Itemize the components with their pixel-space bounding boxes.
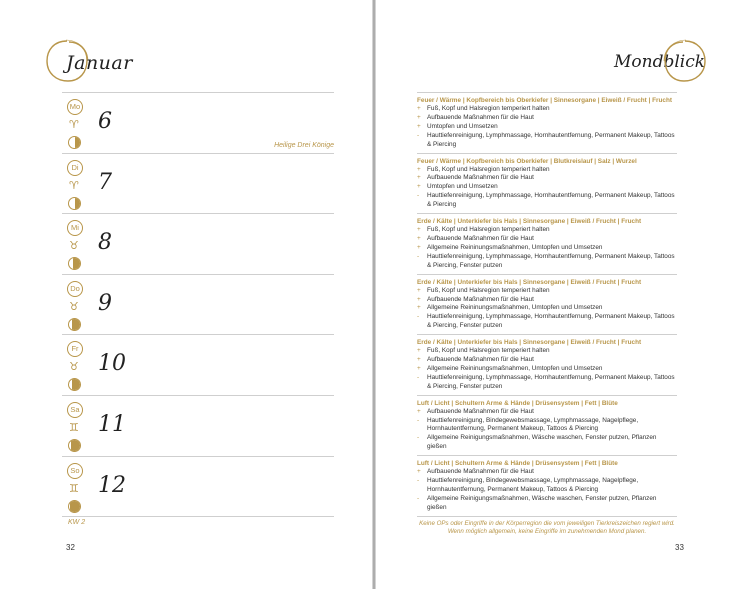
gemini-icon: ♊	[69, 420, 79, 434]
list-item	[417, 183, 677, 192]
list-item	[417, 287, 677, 296]
day-list	[62, 92, 334, 517]
item-text: Hauttiefenreinigung, Lymphmassage, Hornhautentfernung, Permanent Makeup, Tattoos & Piercing, Fenster putzen	[427, 373, 675, 390]
circle-ornament-icon	[662, 38, 708, 84]
plus-icon: +	[417, 356, 421, 364]
block-heading: Erde / Kälte | Unterkiefer bis Hals | Sinnesorgane | Eiweiß / Frucht | Frucht	[417, 278, 642, 286]
taurus-icon: ♉	[69, 299, 79, 313]
item-text: Fuß, Kopf und Halsregion temperiert halten	[427, 286, 550, 294]
moon-phase-icon	[68, 439, 81, 452]
moon-day-block	[417, 455, 677, 516]
list-item	[417, 434, 677, 452]
plus-icon: +	[417, 286, 421, 294]
page-number-right: 33	[675, 543, 684, 552]
list-item	[417, 304, 677, 313]
minus-icon: -	[417, 477, 420, 485]
taurus-icon: ♉	[69, 239, 79, 253]
moon-day-block	[417, 92, 677, 153]
minus-icon: -	[417, 434, 420, 442]
item-text: Hauttiefenreinigung, Lymphmassage, Hornhautentfernung, Permanent Makeup, Tattoos & Piercing	[427, 192, 675, 209]
aries-icon: ♈	[69, 178, 79, 192]
list-item	[417, 166, 677, 175]
moon-day-block	[417, 274, 677, 335]
item-text: Hauttiefenreinigung, Lymphmassage, Hornhautentfernung, Permanent Makeup, Tattoos & Piercing	[427, 131, 675, 148]
page-title: Mondblick	[614, 52, 706, 72]
plus-icon: +	[417, 407, 421, 415]
day-number: 10	[98, 351, 126, 377]
minus-icon: -	[417, 494, 420, 502]
plus-icon: +	[417, 364, 421, 372]
day-row	[62, 92, 334, 153]
item-text: Allgemeine Reininungsmaßnahmen, Umtopfen und Umsetzen	[427, 364, 603, 372]
left-page	[0, 0, 372, 589]
list-item	[417, 174, 677, 183]
list-item	[417, 495, 677, 513]
day-row	[62, 274, 334, 335]
list-item	[417, 477, 677, 495]
item-text: Fuß, Kopf und Halsregion temperiert halten	[427, 347, 550, 355]
item-text: Aufbauende Maßnahmen für die Haut	[427, 295, 534, 303]
month-title: Januar	[66, 52, 133, 74]
plus-icon: +	[417, 105, 421, 112]
moon-day-block	[417, 334, 677, 395]
holiday-label: Heilige Drei Könige	[274, 142, 334, 149]
list-item	[417, 365, 677, 374]
weekday-badge: So	[67, 463, 83, 479]
minus-icon: -	[417, 131, 420, 139]
list-item	[417, 226, 677, 235]
footnote: Keine OPs oder Eingriffe in der Körperregion die vom jeweiligen Tierkreiszeichen regiert wird. Wenn möglich allgemein, keine Eingriffe im zunehmenden Mond planen.	[417, 516, 677, 537]
list-item	[417, 132, 677, 150]
list-item	[417, 192, 677, 210]
plus-icon: +	[417, 226, 421, 234]
minus-icon: -	[417, 192, 420, 200]
minus-icon: -	[417, 313, 420, 321]
item-text: Aufbauende Maßnahmen für die Haut	[427, 234, 534, 242]
gemini-icon: ♊	[69, 481, 79, 495]
plus-icon: +	[417, 468, 421, 476]
weekday-badge: Mo	[67, 99, 83, 115]
list-item	[417, 253, 677, 271]
divider	[62, 516, 334, 517]
block-heading: Feuer / Wärme | Kopfbereich bis Oberkiefer | Sinnesorgane | Eiweiß / Frucht | Frucht	[417, 97, 673, 104]
day-number: 12	[98, 472, 126, 498]
right-page	[376, 0, 750, 589]
item-text: Aufbauende Maßnahmen für die Haut	[427, 174, 534, 182]
plus-icon: +	[417, 295, 421, 303]
list-item	[417, 356, 677, 365]
moon-day-block	[417, 395, 677, 456]
item-text: Hauttiefenreinigung, Bindegewebsmassage, Lymphmassage, Nagelpflege, Hornhautentfernung, Permanent Makeup, Tattoos & Piercing	[427, 416, 639, 433]
day-number: 6	[98, 109, 112, 134]
item-text: Aufbauende Maßnahmen für die Haut	[427, 356, 534, 364]
item-text: Aufbauende Maßnahmen für die Haut	[427, 468, 534, 476]
list-item	[417, 374, 677, 392]
day-number: 9	[98, 290, 112, 316]
weekday-badge: Do	[67, 281, 83, 297]
minus-icon: -	[417, 252, 420, 260]
day-number: 8	[98, 230, 112, 256]
moon-phase-icon	[68, 197, 81, 210]
taurus-icon: ♉	[69, 360, 79, 374]
item-text: Fuß, Kopf und Halsregion temperiert halten	[427, 226, 550, 234]
day-row	[62, 334, 334, 395]
item-text: Umtopfen und Umsetzen	[427, 183, 498, 191]
moon-phase-icon	[68, 378, 81, 391]
day-row	[62, 153, 334, 214]
page-number-left: 32	[66, 543, 75, 552]
plus-icon: +	[417, 165, 421, 173]
weekday-badge: Fr	[67, 341, 83, 357]
item-text: Allgemeine Reininungsmaßnahmen, Umtopfen und Umsetzen	[427, 304, 603, 312]
item-text: Fuß, Kopf und Halsregion temperiert halten	[427, 105, 550, 112]
plus-icon: +	[417, 183, 421, 191]
day-number: 11	[98, 411, 126, 437]
item-text: Umtopfen und Umsetzen	[427, 122, 498, 130]
weekday-badge: Mi	[67, 220, 83, 236]
minus-icon: -	[417, 373, 420, 381]
day-row	[62, 395, 334, 456]
item-text: Hauttiefenreinigung, Lymphmassage, Hornhautentfernung, Permanent Makeup, Tattoos & Piercing, Fenster putzen	[427, 313, 675, 330]
item-text: Allgemeine Reininungsmaßnahmen, Umtopfen und Umsetzen	[427, 243, 603, 251]
moon-guide-blocks	[417, 92, 677, 537]
block-heading: Luft / Licht | Schultern Arme & Hände | Drüsensystem | Fett | Blüte	[417, 460, 618, 468]
list-item	[417, 244, 677, 253]
day-row	[62, 456, 334, 517]
block-heading: Erde / Kälte | Unterkiefer bis Hals | Sinnesorgane | Eiweiß / Frucht | Frucht	[417, 339, 642, 347]
moon-phase-icon	[68, 318, 81, 331]
block-heading: Feuer / Wärme | Kopfbereich bis Oberkiefer | Blutkreislauf | Salz | Wurzel	[417, 157, 637, 165]
aries-icon: ♈	[69, 118, 79, 131]
item-text: Hauttiefenreinigung, Lymphmassage, Hornhautentfernung, Permanent Makeup, Tattoos & Piercing, Fenster putzen	[427, 252, 675, 269]
list-item	[417, 313, 677, 331]
day-number: 7	[98, 169, 112, 195]
list-item	[417, 296, 677, 305]
moon-phase-icon	[68, 257, 81, 270]
block-heading: Erde / Kälte | Unterkiefer bis Hals | Sinnesorgane | Eiweiß / Frucht | Frucht	[417, 218, 642, 226]
plus-icon: +	[417, 113, 421, 121]
weekday-badge: Di	[67, 160, 83, 176]
item-text: Hauttiefenreinigung, Bindegewebsmassage, Lymphmassage, Nagelpflege, Hornhautentfernung, Permanent Makeup, Tattoos & Piercing	[427, 477, 639, 493]
moon-phase-icon	[68, 500, 81, 513]
list-item	[417, 114, 677, 123]
moon-day-block	[417, 153, 677, 214]
list-item	[417, 417, 677, 435]
item-text: Aufbauende Maßnahmen für die Haut	[427, 407, 534, 415]
item-text: Allgemeine Reinigungsmaßnahmen, Wäsche waschen, Fenster putzen, Pflanzen gießen	[427, 434, 657, 451]
list-item	[417, 347, 677, 356]
plus-icon: +	[417, 243, 421, 251]
moon-phase-icon	[68, 136, 81, 149]
item-text: Fuß, Kopf und Halsregion temperiert halten	[427, 165, 550, 173]
plus-icon: +	[417, 122, 421, 130]
item-text: Aufbauende Maßnahmen für die Haut	[427, 113, 534, 121]
day-row	[62, 213, 334, 274]
calendar-week-label: KW 2	[68, 519, 86, 526]
item-text: Allgemeine Reinigungsmaßnahmen, Wäsche waschen, Fenster putzen, Pflanzen gießen	[427, 494, 657, 511]
plus-icon: +	[417, 234, 421, 242]
list-item	[417, 408, 677, 417]
list-item	[417, 235, 677, 244]
weekday-badge: Sa	[67, 402, 83, 418]
plus-icon: +	[417, 174, 421, 182]
plus-icon: +	[417, 347, 421, 355]
block-heading: Luft / Licht | Schultern Arme & Hände | Drüsensystem | Fett | Blüte	[417, 399, 618, 407]
plus-icon: +	[417, 304, 421, 312]
list-item	[417, 468, 677, 477]
moon-day-block	[417, 213, 677, 274]
list-item	[417, 105, 677, 114]
minus-icon: -	[417, 416, 420, 424]
list-item	[417, 123, 677, 132]
